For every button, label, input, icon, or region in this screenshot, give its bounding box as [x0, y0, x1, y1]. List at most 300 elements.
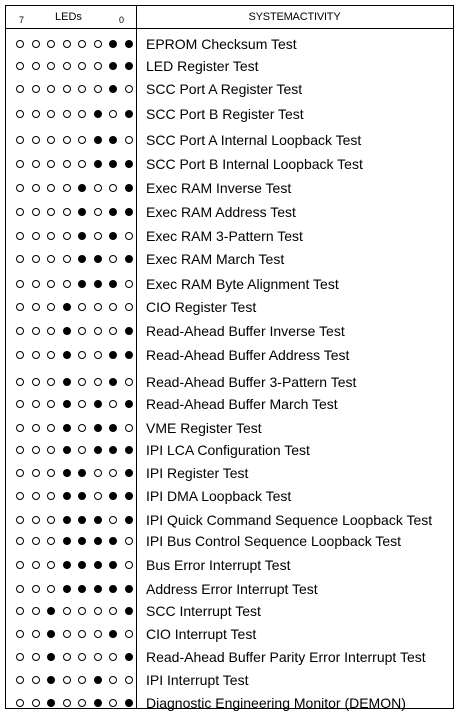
- led-off-icon: [32, 630, 40, 638]
- led-on-icon: [109, 136, 117, 144]
- led-pattern: [16, 676, 136, 684]
- led-on-icon: [47, 699, 55, 707]
- led-off-icon: [78, 653, 86, 661]
- led-on-icon: [78, 184, 86, 192]
- table-row: [6, 299, 453, 315]
- led-pattern: [16, 303, 136, 311]
- led-on-icon: [125, 184, 133, 192]
- led-off-icon: [32, 136, 40, 144]
- led-on-icon: [47, 676, 55, 684]
- led-pattern: [16, 699, 136, 707]
- led-off-icon: [78, 85, 86, 93]
- led-off-icon: [47, 561, 55, 569]
- led-on-icon: [109, 160, 117, 168]
- led-on-icon: [109, 424, 117, 432]
- led-on-icon: [63, 303, 71, 311]
- led-off-icon: [32, 110, 40, 118]
- led-status-table: [5, 5, 454, 709]
- led-off-icon: [94, 469, 102, 477]
- table-row: [6, 488, 453, 504]
- activity-label: Bus Error Interrupt Test: [146, 557, 291, 573]
- led-on-icon: [63, 424, 71, 432]
- led-off-icon: [32, 653, 40, 661]
- led-on-icon: [94, 400, 102, 408]
- led-off-icon: [109, 400, 117, 408]
- led-off-icon: [32, 446, 40, 454]
- led-pattern: [16, 255, 136, 263]
- led-off-icon: [32, 424, 40, 432]
- led-off-icon: [16, 40, 24, 48]
- led-on-icon: [63, 400, 71, 408]
- led-off-icon: [47, 351, 55, 359]
- led-off-icon: [78, 607, 86, 615]
- table-row: [6, 396, 453, 412]
- led-off-icon: [32, 85, 40, 93]
- table-row: [6, 557, 453, 573]
- led-on-icon: [78, 537, 86, 545]
- activity-label: Read-Ahead Buffer March Test: [146, 396, 338, 412]
- led-off-icon: [63, 255, 71, 263]
- led-off-icon: [78, 110, 86, 118]
- activity-label: VME Register Test: [146, 420, 262, 436]
- activity-label: SCC Port B Register Test: [146, 106, 304, 122]
- led-off-icon: [32, 327, 40, 335]
- led-off-icon: [32, 184, 40, 192]
- led-off-icon: [94, 62, 102, 70]
- led-off-icon: [16, 400, 24, 408]
- led-off-icon: [32, 303, 40, 311]
- led-on-icon: [94, 424, 102, 432]
- led-off-icon: [47, 424, 55, 432]
- table-row: [6, 672, 453, 688]
- led-off-icon: [125, 280, 133, 288]
- table-row: [6, 347, 453, 363]
- led-off-icon: [125, 561, 133, 569]
- led-on-icon: [63, 378, 71, 386]
- led-on-icon: [63, 516, 71, 524]
- led-pattern: [16, 40, 136, 48]
- led-on-icon: [109, 232, 117, 240]
- led-off-icon: [32, 351, 40, 359]
- led-on-icon: [109, 85, 117, 93]
- led-on-icon: [63, 351, 71, 359]
- led-off-icon: [47, 469, 55, 477]
- led-off-icon: [32, 40, 40, 48]
- led-pattern: [16, 351, 136, 359]
- table-row: [6, 420, 453, 436]
- activity-label: Read-Ahead Buffer 3-Pattern Test: [146, 374, 357, 390]
- led-off-icon: [94, 327, 102, 335]
- led-off-icon: [16, 630, 24, 638]
- led-off-icon: [32, 607, 40, 615]
- activity-label: Read-Ahead Buffer Parity Error Interrupt Test: [146, 649, 426, 665]
- led-on-icon: [109, 492, 117, 500]
- led-pattern: [16, 232, 136, 240]
- leds-column-header: LEDs: [55, 11, 82, 23]
- led-off-icon: [109, 184, 117, 192]
- led-pattern: [16, 585, 136, 593]
- led-off-icon: [78, 62, 86, 70]
- led-off-icon: [32, 255, 40, 263]
- led-pattern: [16, 561, 136, 569]
- led-off-icon: [78, 160, 86, 168]
- led-off-icon: [109, 469, 117, 477]
- led-off-icon: [125, 232, 133, 240]
- header-divider: [6, 28, 453, 29]
- led-on-icon: [78, 561, 86, 569]
- led-off-icon: [16, 110, 24, 118]
- led-on-icon: [125, 585, 133, 593]
- led-off-icon: [16, 653, 24, 661]
- led-on-icon: [125, 516, 133, 524]
- table-row: [6, 36, 453, 52]
- activity-label: Read-Ahead Buffer Address Test: [146, 347, 350, 363]
- led-on-icon: [109, 585, 117, 593]
- led-on-icon: [125, 40, 133, 48]
- led-off-icon: [32, 676, 40, 684]
- led-off-icon: [109, 699, 117, 707]
- led-on-icon: [125, 653, 133, 661]
- led-off-icon: [78, 303, 86, 311]
- led-pattern: [16, 537, 136, 545]
- led-off-icon: [125, 537, 133, 545]
- led-off-icon: [32, 469, 40, 477]
- led-off-icon: [32, 208, 40, 216]
- led-off-icon: [78, 630, 86, 638]
- led-off-icon: [78, 699, 86, 707]
- led-on-icon: [125, 62, 133, 70]
- led-on-icon: [78, 208, 86, 216]
- led-off-icon: [109, 653, 117, 661]
- led-on-icon: [63, 537, 71, 545]
- led-on-icon: [63, 561, 71, 569]
- led-off-icon: [94, 378, 102, 386]
- led-off-icon: [78, 400, 86, 408]
- led-on-icon: [125, 446, 133, 454]
- activity-label: Exec RAM Address Test: [146, 204, 296, 220]
- activity-label: LED Register Test: [146, 58, 259, 74]
- activity-label: Exec RAM Byte Alignment Test: [146, 276, 339, 292]
- table-row: [6, 276, 453, 292]
- activity-label: Exec RAM 3-Pattern Test: [146, 228, 303, 244]
- led-off-icon: [47, 537, 55, 545]
- led-on-icon: [109, 446, 117, 454]
- led-off-icon: [78, 327, 86, 335]
- table-row: [6, 58, 453, 74]
- activity-label: IPI DMA Loopback Test: [146, 488, 292, 504]
- led-off-icon: [125, 303, 133, 311]
- led-off-icon: [63, 280, 71, 288]
- led-off-icon: [63, 136, 71, 144]
- activity-label: Diagnostic Engineering Monitor (DEMON): [146, 695, 406, 711]
- led-off-icon: [63, 85, 71, 93]
- led-on-icon: [125, 110, 133, 118]
- led-pattern: [16, 630, 136, 638]
- led-off-icon: [63, 184, 71, 192]
- led-on-icon: [109, 62, 117, 70]
- led-on-icon: [94, 160, 102, 168]
- led-off-icon: [63, 110, 71, 118]
- led-off-icon: [47, 160, 55, 168]
- led-off-icon: [94, 351, 102, 359]
- led-off-icon: [63, 40, 71, 48]
- led-off-icon: [16, 85, 24, 93]
- led-pattern: [16, 62, 136, 70]
- led-off-icon: [32, 378, 40, 386]
- led-on-icon: [125, 160, 133, 168]
- led-off-icon: [16, 280, 24, 288]
- led-off-icon: [16, 160, 24, 168]
- table-row: [6, 81, 453, 97]
- led-on-icon: [94, 110, 102, 118]
- led-off-icon: [32, 516, 40, 524]
- led-on-icon: [94, 561, 102, 569]
- led-off-icon: [94, 232, 102, 240]
- led-on-icon: [109, 280, 117, 288]
- led-off-icon: [47, 40, 55, 48]
- led-on-icon: [78, 516, 86, 524]
- led-off-icon: [94, 492, 102, 500]
- table-row: [6, 626, 453, 642]
- led-off-icon: [47, 492, 55, 500]
- led-on-icon: [125, 699, 133, 707]
- led-off-icon: [63, 653, 71, 661]
- led-on-icon: [125, 327, 133, 335]
- led-off-icon: [32, 400, 40, 408]
- led-off-icon: [94, 208, 102, 216]
- led-off-icon: [78, 676, 86, 684]
- led-on-icon: [78, 232, 86, 240]
- led-off-icon: [78, 378, 86, 386]
- activity-label: IPI LCA Configuration Test: [146, 442, 310, 458]
- led-off-icon: [32, 537, 40, 545]
- led-off-icon: [109, 607, 117, 615]
- led-off-icon: [16, 378, 24, 386]
- led-on-icon: [63, 492, 71, 500]
- led-off-icon: [94, 303, 102, 311]
- activity-label: Exec RAM Inverse Test: [146, 180, 292, 196]
- table-row: [6, 581, 453, 597]
- led-off-icon: [16, 561, 24, 569]
- activity-label: IPI Register Test: [146, 465, 249, 481]
- led-off-icon: [109, 110, 117, 118]
- table-row: [6, 442, 453, 458]
- led-pattern: [16, 492, 136, 500]
- activity-label: CIO Register Test: [146, 299, 257, 315]
- led-off-icon: [63, 232, 71, 240]
- activity-label: Read-Ahead Buffer Inverse Test: [146, 323, 345, 339]
- led-off-icon: [94, 607, 102, 615]
- led-on-icon: [47, 607, 55, 615]
- led-on-icon: [63, 585, 71, 593]
- led-on-icon: [78, 469, 86, 477]
- led-off-icon: [47, 62, 55, 70]
- led-off-icon: [16, 208, 24, 216]
- led-off-icon: [32, 492, 40, 500]
- led-on-icon: [78, 255, 86, 263]
- led-off-icon: [16, 585, 24, 593]
- led-on-icon: [125, 607, 133, 615]
- led-off-icon: [47, 280, 55, 288]
- led-on-icon: [94, 255, 102, 263]
- table-row: [6, 204, 453, 220]
- led-off-icon: [47, 516, 55, 524]
- led-pattern: [16, 469, 136, 477]
- led-pattern: [16, 446, 136, 454]
- led-off-icon: [32, 585, 40, 593]
- activity-label: IPI Bus Control Sequence Loopback Test: [146, 533, 402, 549]
- led-pattern: [16, 607, 136, 615]
- led-off-icon: [125, 676, 133, 684]
- led-off-icon: [16, 537, 24, 545]
- led-pattern: [16, 280, 136, 288]
- led-off-icon: [125, 136, 133, 144]
- led-off-icon: [32, 280, 40, 288]
- activity-label: CIO Interrupt Test: [146, 626, 257, 642]
- led-off-icon: [16, 327, 24, 335]
- led-off-icon: [109, 327, 117, 335]
- led-off-icon: [63, 160, 71, 168]
- led-off-icon: [63, 62, 71, 70]
- led-pattern: [16, 327, 136, 335]
- led-pattern: [16, 653, 136, 661]
- table-row: [6, 180, 453, 196]
- table-row: [6, 323, 453, 339]
- table-row: [6, 251, 453, 267]
- led-on-icon: [109, 208, 117, 216]
- table-row: [6, 603, 453, 619]
- led-pattern: [16, 378, 136, 386]
- led-off-icon: [125, 378, 133, 386]
- led-on-icon: [125, 400, 133, 408]
- table-row: [6, 228, 453, 244]
- activity-label: SCC Interrupt Test: [146, 603, 261, 619]
- led-off-icon: [32, 699, 40, 707]
- led-off-icon: [16, 255, 24, 263]
- led-off-icon: [47, 378, 55, 386]
- table-row: [6, 106, 453, 122]
- table-row: [6, 132, 453, 148]
- table-row: [6, 374, 453, 390]
- led-off-icon: [47, 85, 55, 93]
- led-off-icon: [16, 446, 24, 454]
- led-off-icon: [16, 62, 24, 70]
- led-off-icon: [32, 62, 40, 70]
- led-off-icon: [16, 232, 24, 240]
- led-on-icon: [94, 537, 102, 545]
- led-on-icon: [63, 469, 71, 477]
- led-on-icon: [109, 537, 117, 545]
- led-off-icon: [47, 255, 55, 263]
- led-on-icon: [125, 351, 133, 359]
- led-on-icon: [109, 351, 117, 359]
- led-on-icon: [63, 327, 71, 335]
- led-off-icon: [78, 40, 86, 48]
- table-row: [6, 533, 453, 549]
- led-on-icon: [125, 255, 133, 263]
- led-off-icon: [125, 630, 133, 638]
- activity-label: Address Error Interrupt Test: [146, 581, 318, 597]
- led-on-icon: [109, 561, 117, 569]
- led-off-icon: [16, 424, 24, 432]
- led-on-icon: [109, 40, 117, 48]
- led-on-icon: [125, 469, 133, 477]
- led-off-icon: [63, 208, 71, 216]
- led-off-icon: [109, 303, 117, 311]
- activity-label: IPI Quick Command Sequence Loopback Test: [146, 512, 433, 528]
- led-off-icon: [16, 351, 24, 359]
- led-off-icon: [94, 85, 102, 93]
- table-row: [6, 695, 453, 711]
- led-on-icon: [94, 699, 102, 707]
- activity-label: EPROM Checksum Test: [146, 36, 297, 52]
- led-on-icon: [94, 446, 102, 454]
- led-off-icon: [16, 184, 24, 192]
- led-off-icon: [32, 561, 40, 569]
- led-off-icon: [16, 303, 24, 311]
- led-pattern: [16, 424, 136, 432]
- table-row: [6, 649, 453, 665]
- led-pattern: [16, 110, 136, 118]
- led-on-icon: [94, 280, 102, 288]
- led-on-icon: [125, 208, 133, 216]
- led-on-icon: [78, 585, 86, 593]
- led-on-icon: [47, 630, 55, 638]
- led-pattern: [16, 184, 136, 192]
- led-off-icon: [47, 327, 55, 335]
- led-off-icon: [47, 446, 55, 454]
- led-off-icon: [47, 110, 55, 118]
- led-pattern: [16, 136, 136, 144]
- led-off-icon: [63, 676, 71, 684]
- led-on-icon: [63, 446, 71, 454]
- led-pattern: [16, 516, 136, 524]
- led-off-icon: [32, 232, 40, 240]
- led-on-icon: [109, 630, 117, 638]
- led-off-icon: [47, 208, 55, 216]
- led-pattern: [16, 400, 136, 408]
- led-off-icon: [47, 585, 55, 593]
- led-off-icon: [47, 184, 55, 192]
- table-row: [6, 156, 453, 172]
- led-off-icon: [47, 400, 55, 408]
- table-row: [6, 465, 453, 481]
- led-off-icon: [16, 516, 24, 524]
- bit-7-label: 7: [19, 15, 25, 25]
- led-on-icon: [78, 492, 86, 500]
- led-on-icon: [94, 676, 102, 684]
- led-off-icon: [94, 653, 102, 661]
- led-off-icon: [109, 255, 117, 263]
- activity-label: SCC Port A Register Test: [146, 81, 303, 97]
- led-pattern: [16, 208, 136, 216]
- led-off-icon: [125, 85, 133, 93]
- led-on-icon: [125, 492, 133, 500]
- led-off-icon: [32, 160, 40, 168]
- led-pattern: [16, 160, 136, 168]
- led-on-icon: [109, 378, 117, 386]
- led-off-icon: [16, 699, 24, 707]
- led-off-icon: [63, 630, 71, 638]
- led-pattern: [16, 85, 136, 93]
- led-off-icon: [16, 136, 24, 144]
- led-off-icon: [94, 184, 102, 192]
- system-activity-column-header: SYSTEMACTIVITY: [248, 11, 341, 23]
- led-off-icon: [47, 136, 55, 144]
- led-off-icon: [109, 516, 117, 524]
- led-on-icon: [47, 653, 55, 661]
- activity-label: Exec RAM March Test: [146, 251, 285, 267]
